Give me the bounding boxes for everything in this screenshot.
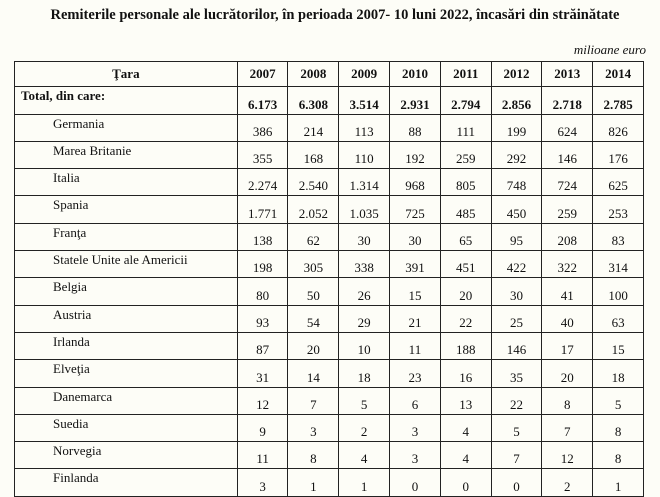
value-cell: 422	[491, 251, 542, 278]
value-cell: 80	[237, 278, 288, 305]
value-cell: 31	[237, 360, 288, 387]
country-cell: Belgia	[15, 278, 238, 305]
value-cell: 259	[440, 141, 491, 168]
table-row	[15, 141, 644, 168]
value-cell: 62	[288, 223, 339, 250]
value-cell: 35	[491, 360, 542, 387]
value-cell: 15	[593, 332, 644, 359]
country-cell: Elveţia	[15, 360, 238, 387]
table-row	[15, 360, 644, 387]
value-cell: 5	[339, 387, 390, 414]
value-cell: 8	[593, 414, 644, 441]
value-cell: 386	[237, 114, 288, 141]
value-cell: 2.274	[237, 169, 288, 196]
value-cell: 14	[288, 360, 339, 387]
value-cell: 146	[542, 141, 593, 168]
value-cell: 322	[542, 251, 593, 278]
value-cell: 214	[288, 114, 339, 141]
total-cell: 2.856	[491, 87, 542, 114]
value-cell: 2.052	[288, 196, 339, 223]
value-cell: 4	[440, 442, 491, 469]
value-cell: 29	[339, 305, 390, 332]
value-cell: 7	[542, 414, 593, 441]
value-cell: 8	[593, 442, 644, 469]
value-cell: 0	[390, 469, 441, 496]
value-cell: 355	[237, 141, 288, 168]
value-cell: 54	[288, 305, 339, 332]
country-cell: Statele Unite ale Americii	[15, 251, 238, 278]
table-body	[15, 87, 644, 496]
value-cell: 5	[593, 387, 644, 414]
country-cell: Suedia	[15, 414, 238, 441]
column-header-year: 2012	[491, 62, 542, 87]
value-cell: 253	[593, 196, 644, 223]
value-cell: 198	[237, 251, 288, 278]
value-cell: 8	[288, 442, 339, 469]
value-cell: 9	[237, 414, 288, 441]
country-cell: Germania	[15, 114, 238, 141]
table-row	[15, 278, 644, 305]
value-cell: 40	[542, 305, 593, 332]
total-cell: 2.931	[390, 87, 441, 114]
unit-label: milioane euro	[573, 42, 646, 57]
country-cell: Franţa	[15, 223, 238, 250]
value-cell: 176	[593, 141, 644, 168]
value-cell: 10	[339, 332, 390, 359]
value-cell: 30	[390, 223, 441, 250]
value-cell: 2.540	[288, 169, 339, 196]
column-header-country: Ţara	[15, 62, 238, 87]
value-cell: 1.035	[339, 196, 390, 223]
value-cell: 7	[491, 442, 542, 469]
country-cell: Irlanda	[15, 332, 238, 359]
value-cell: 63	[593, 305, 644, 332]
value-cell: 5	[491, 414, 542, 441]
total-cell: 2.794	[440, 87, 491, 114]
value-cell: 259	[542, 196, 593, 223]
column-header-year: 2007	[237, 62, 288, 87]
value-cell: 100	[593, 278, 644, 305]
value-cell: 188	[440, 332, 491, 359]
value-cell: 724	[542, 169, 593, 196]
value-cell: 87	[237, 332, 288, 359]
value-cell: 0	[440, 469, 491, 496]
value-cell: 314	[593, 251, 644, 278]
table-row	[15, 442, 644, 469]
value-cell: 391	[390, 251, 441, 278]
total-cell: 6.173	[237, 87, 288, 114]
country-cell: Spania	[15, 196, 238, 223]
value-cell: 748	[491, 169, 542, 196]
value-cell: 1.771	[237, 196, 288, 223]
total-cell: 3.514	[339, 87, 390, 114]
column-header-year: 2011	[440, 62, 491, 87]
value-cell: 146	[491, 332, 542, 359]
value-cell: 338	[339, 251, 390, 278]
value-cell: 625	[593, 169, 644, 196]
value-cell: 1	[288, 469, 339, 496]
total-row	[15, 87, 644, 114]
value-cell: 208	[542, 223, 593, 250]
column-header-year: 2010	[390, 62, 441, 87]
value-cell: 6	[390, 387, 441, 414]
value-cell: 26	[339, 278, 390, 305]
value-cell: 11	[390, 332, 441, 359]
value-cell: 968	[390, 169, 441, 196]
value-cell: 20	[288, 332, 339, 359]
country-cell: Danemarca	[15, 387, 238, 414]
value-cell: 2	[542, 469, 593, 496]
table-row	[15, 469, 644, 496]
total-cell: 2.785	[593, 87, 644, 114]
value-cell: 22	[440, 305, 491, 332]
total-cell: 2.718	[542, 87, 593, 114]
country-cell: Norvegia	[15, 442, 238, 469]
value-cell: 11	[237, 442, 288, 469]
value-cell: 725	[390, 196, 441, 223]
value-cell: 83	[593, 223, 644, 250]
table-row	[15, 196, 644, 223]
value-cell: 3	[390, 442, 441, 469]
value-cell: 3	[288, 414, 339, 441]
value-cell: 1	[593, 469, 644, 496]
value-cell: 138	[237, 223, 288, 250]
value-cell: 2	[339, 414, 390, 441]
value-cell: 113	[339, 114, 390, 141]
remittances-table	[14, 61, 644, 497]
value-cell: 111	[440, 114, 491, 141]
table-row	[15, 414, 644, 441]
value-cell: 192	[390, 141, 441, 168]
value-cell: 3	[237, 469, 288, 496]
table-row	[15, 169, 644, 196]
value-cell: 18	[593, 360, 644, 387]
value-cell: 16	[440, 360, 491, 387]
value-cell: 826	[593, 114, 644, 141]
table-header-row	[15, 62, 644, 87]
value-cell: 17	[542, 332, 593, 359]
country-cell: Marea Britanie	[15, 141, 238, 168]
value-cell: 22	[491, 387, 542, 414]
value-cell: 8	[542, 387, 593, 414]
table-row	[15, 387, 644, 414]
value-cell: 25	[491, 305, 542, 332]
column-header-year: 2009	[339, 62, 390, 87]
value-cell: 4	[440, 414, 491, 441]
value-cell: 805	[440, 169, 491, 196]
column-header-year: 2008	[288, 62, 339, 87]
value-cell: 13	[440, 387, 491, 414]
value-cell: 12	[237, 387, 288, 414]
page-title: Remiterile personale ale lucrătorilor, în perioada 2007- 10 luni 2022, încasări din străinătate	[50, 7, 620, 23]
value-cell: 12	[542, 442, 593, 469]
table-row	[15, 251, 644, 278]
value-cell: 292	[491, 141, 542, 168]
value-cell: 50	[288, 278, 339, 305]
value-cell: 199	[491, 114, 542, 141]
value-cell: 21	[390, 305, 441, 332]
total-cell: 6.308	[288, 87, 339, 114]
value-cell: 451	[440, 251, 491, 278]
value-cell: 305	[288, 251, 339, 278]
value-cell: 0	[491, 469, 542, 496]
country-cell: Austria	[15, 305, 238, 332]
value-cell: 15	[390, 278, 441, 305]
value-cell: 1	[339, 469, 390, 496]
value-cell: 95	[491, 223, 542, 250]
value-cell: 624	[542, 114, 593, 141]
value-cell: 168	[288, 141, 339, 168]
country-cell: Italia	[15, 169, 238, 196]
table-row	[15, 305, 644, 332]
column-header-year: 2014	[593, 62, 644, 87]
value-cell: 88	[390, 114, 441, 141]
value-cell: 20	[542, 360, 593, 387]
table-row	[15, 114, 644, 141]
value-cell: 18	[339, 360, 390, 387]
value-cell: 7	[288, 387, 339, 414]
column-header-year: 2013	[542, 62, 593, 87]
value-cell: 30	[339, 223, 390, 250]
value-cell: 3	[390, 414, 441, 441]
value-cell: 4	[339, 442, 390, 469]
value-cell: 110	[339, 141, 390, 168]
value-cell: 1.314	[339, 169, 390, 196]
value-cell: 30	[491, 278, 542, 305]
table-row	[15, 332, 644, 359]
value-cell: 20	[440, 278, 491, 305]
value-cell: 93	[237, 305, 288, 332]
value-cell: 485	[440, 196, 491, 223]
value-cell: 23	[390, 360, 441, 387]
country-cell: Finlanda	[15, 469, 238, 496]
value-cell: 41	[542, 278, 593, 305]
value-cell: 65	[440, 223, 491, 250]
value-cell: 450	[491, 196, 542, 223]
table-row	[15, 223, 644, 250]
total-label: Total, din care:	[15, 87, 238, 114]
